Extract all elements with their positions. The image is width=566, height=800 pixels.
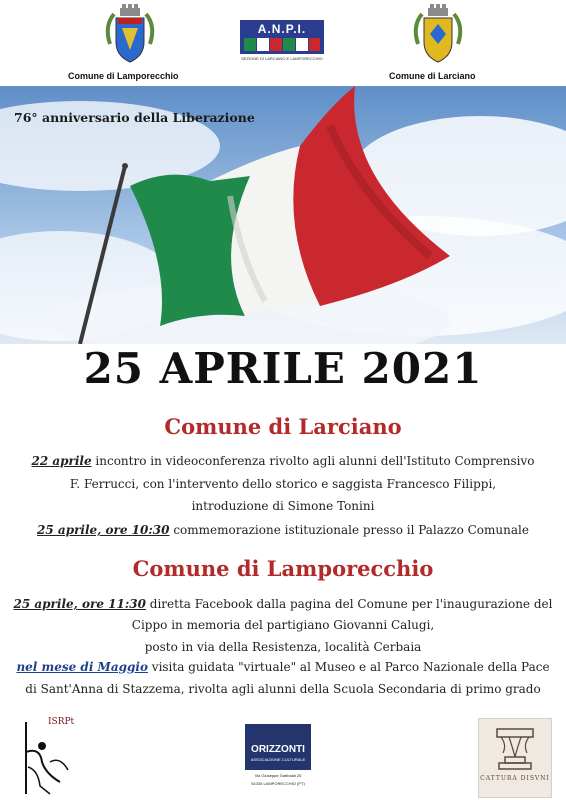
- larciano-event1-line1: 22 aprile incontro in videoconferenza rivolto agli alunni dell'Istituto Comprensivo: [31, 454, 535, 468]
- lamporecchio-event2-date: nel mese di Maggio: [16, 660, 148, 674]
- anpi-subtitle: SEZIONE DI LARCIANO E LAMPORECCHIO: [241, 56, 323, 61]
- larciano-event1-line2: F. Ferrucci, con l'intervento dello storico e saggista Francesco Filippi,: [69, 477, 497, 491]
- page-title: 25 APRILE 2021: [83, 344, 483, 393]
- anniversary-text: 76° anniversario della Liberazione: [14, 110, 255, 125]
- larciano-event2: 25 aprile, ore 10:30 commemorazione istituzionale presso il Palazzo Comunale: [37, 523, 529, 537]
- lamporecchio-crest-icon: [100, 4, 160, 68]
- larciano-crest-icon: [408, 4, 468, 68]
- lamporecchio-event1-line2: Cippo in memoria del partigiano Giovanni Calugi,: [131, 618, 435, 632]
- lamporecchio-event2-line1: nel mese di Maggio visita guidata "virtuale" al Museo e al Parco Nazionale della Pace: [16, 660, 550, 674]
- orizzonti-logo: [245, 724, 311, 792]
- lamporecchio-heading: Comune di Lamporecchio: [132, 556, 434, 581]
- larciano-event1-date: 22 aprile: [31, 454, 92, 468]
- isrpt-label: ISRPt: [48, 717, 75, 727]
- larciano-heading: Comune di Larciano: [164, 414, 402, 439]
- anpi-logo: [234, 20, 330, 64]
- larciano-event1-line3: introduzione di Simone Tonini: [191, 499, 375, 513]
- isrpt-drawing-icon: [20, 712, 78, 796]
- larciano-label: Comune di Larciano: [389, 71, 476, 81]
- lamporecchio-event1-line3: posto in via della Resistenza, località Cerbaia: [144, 640, 422, 654]
- lamporecchio-event1-line1: 25 aprile, ore 11:30 diretta Facebook dalla pagina del Comune per l'inaugurazione del: [13, 597, 553, 611]
- isrpt-logo: [20, 712, 78, 796]
- capital-column-icon: [495, 727, 535, 771]
- lamporecchio-label: Comune di Lamporecchio: [68, 71, 179, 81]
- header: [0, 0, 566, 86]
- cattura-label: CATTURA DISVNI: [480, 775, 550, 782]
- orizzonti-subtitle: ASSOCIAZIONE CULTURALE: [250, 757, 306, 762]
- lamporecchio-event1-date: 25 aprile, ore 11:30: [13, 597, 146, 611]
- anpi-label: A.N.P.I.: [257, 22, 307, 36]
- larciano-event2-date: 25 aprile, ore 10:30: [37, 523, 170, 537]
- cattura-disvni-logo: [478, 718, 552, 798]
- orizzonti-title: ORIZZONTI: [251, 744, 305, 755]
- orizzonti-address: Via Giuseppe Garibaldi 25 51035 LAMPORECCHIO (PT): [245, 770, 311, 792]
- lamporecchio-event2-line2: di Sant'Anna di Stazzema, rivolta agli alunni della Scuola Secondaria di primo grado: [25, 682, 541, 696]
